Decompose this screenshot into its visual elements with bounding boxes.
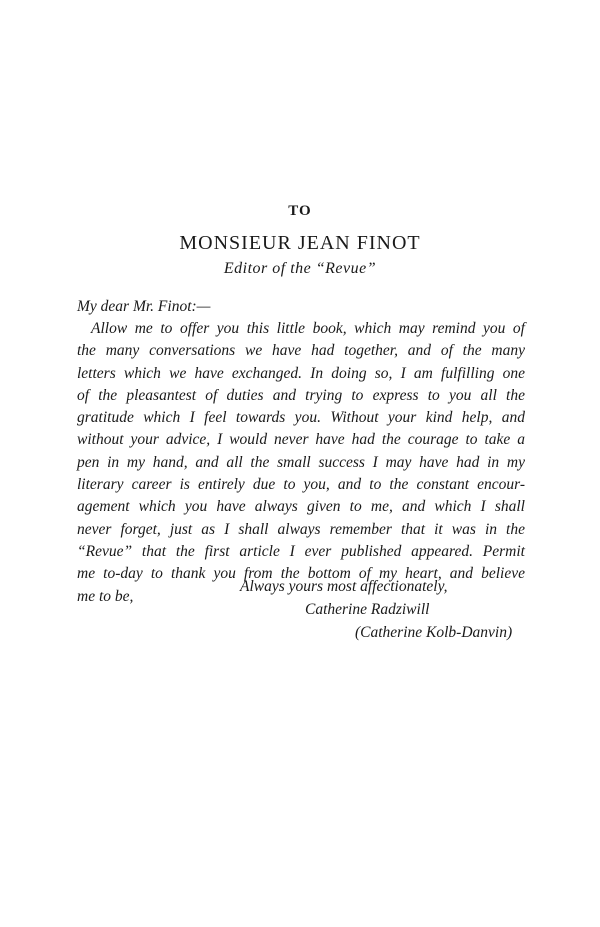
letter-line: letters which we have exchanged. In doing so, I am fulfilling one (77, 364, 525, 382)
letter-line: never forget, just as I shall always remember that it was in the (77, 520, 525, 538)
letter-line: gratitude which I feel towards you. Without your kind help, and (77, 409, 525, 427)
dedicatee-role: Editor of the “Revue” (223, 260, 377, 277)
dedicatee-name: MONSIEUR JEAN FINOT (179, 232, 421, 254)
dedication-to-heading: TO (288, 203, 312, 219)
letter-line: pen in my hand, and all the small success I may have had in my (77, 453, 525, 471)
letter-line: me to be, (77, 587, 134, 605)
signature-maiden-name: (Catherine Kolb-Danvin) (355, 624, 513, 641)
letter-line: literary career is entirely due to you, and to the constant encour- (77, 476, 525, 494)
letter-closing: Always yours most affectionately, (240, 578, 448, 595)
letter-body (77, 318, 525, 608)
letter-line: of the pleasantest of duties and trying to express to you all the (77, 386, 525, 404)
letter-signature: Catherine Radziwill (305, 601, 430, 618)
letter-line: me to-day to thank you from the bottom of my heart, and believe (77, 565, 525, 583)
letter-line: Allow me to offer you this little book, which may remind you of (91, 320, 525, 337)
letter-line: the many conversations we have had together, and of the many (77, 342, 525, 360)
letter-line: “Revue” that the first article I ever published appeared. Permit (77, 542, 525, 560)
letter-line: without your advice, I would never have had the courage to take a (77, 431, 525, 449)
letter-salutation: My dear Mr. Finot:— (77, 298, 211, 315)
letter-line: agement which you have always given to me, and which I shall (77, 498, 525, 516)
